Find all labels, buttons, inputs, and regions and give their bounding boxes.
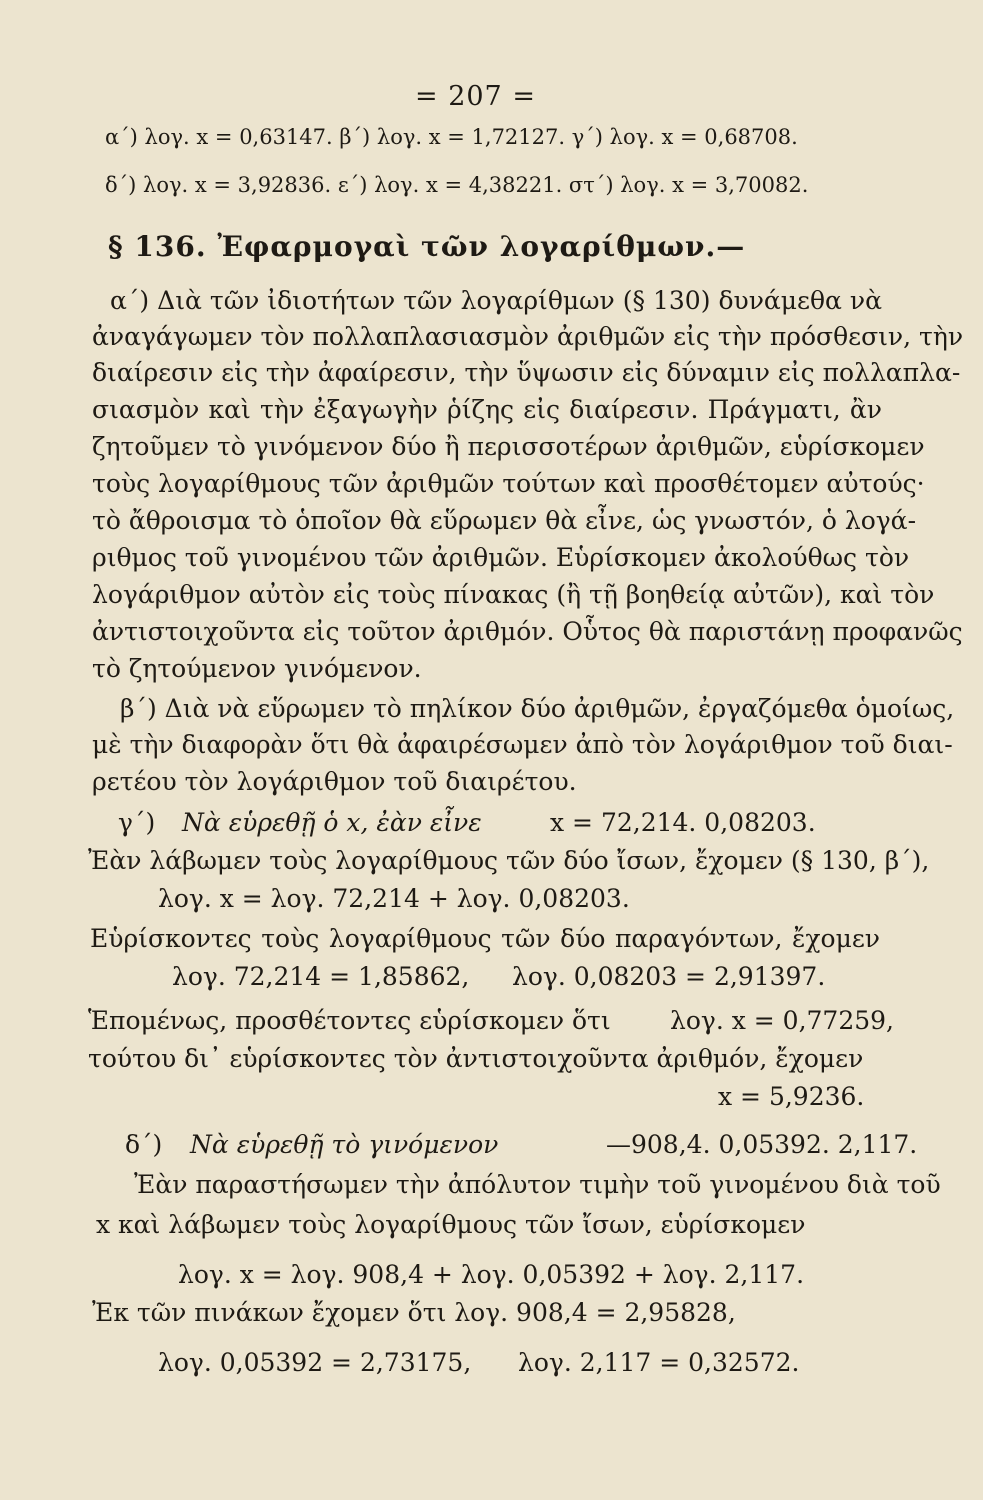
para-b-line: β΄) Διὰ νὰ εὕρωμεν τὸ πηλίκον δύο ἀριθμῶν, ἐργαζόμεθα ὁμοίως, [120, 694, 955, 723]
para-b-line: ρετέου τὸν λογάριθμον τοῦ διαιρέτου. [92, 767, 577, 796]
example-g-equation: λογ. x = λογ. 72,214 + λογ. 0,08203. [158, 884, 630, 913]
example-d-equation: λογ. 2,117 = 0,32572. [518, 1348, 800, 1377]
para-a-line: ριθμος τοῦ γινομένου τῶν ἀριθμῶν. Εὑρίσκομεν ἀκολούθως τὸν [92, 543, 910, 572]
para-a-line: ζητοῦμεν τὸ γινόμενον δύο ἢ περισσοτέρων ἀριθμῶν, εὑρίσκομεν [92, 432, 925, 461]
para-a-line: λογάριθμον αὐτὸν εἰς τοὺς πίνακας (ἢ τῇ βοηθείᾳ αὐτῶν), καὶ τὸν [92, 580, 935, 609]
para-a-line: διαίρεσιν εἰς τὴν ἀφαίρεσιν, τὴν ὕψωσιν εἰς δύναμιν εἰς πολλαπλα- [92, 358, 961, 387]
para-a-line: ἀναγάγωμεν τὸν πολλαπλασιασμὸν ἀριθμῶν εἰς τὴν πρόσθεσιν, τὴν [92, 322, 964, 351]
para-a-line: α΄) Διὰ τῶν ἰδιοτήτων τῶν λογαρίθμων (§ 130) δυνάμεθα νὰ [110, 286, 882, 315]
example-g-label: γ΄) [118, 808, 156, 837]
example-g-line: τούτου δι᾿ εὑρίσκοντες τὸν ἀντιστοιχοῦντα ἀριθμόν, ἔχομεν [88, 1044, 864, 1073]
example-d-line: x καὶ λάβωμεν τοὺς λογαρίθμους τῶν ἴσων, εὑρίσκομεν [96, 1210, 806, 1239]
example-g-equation: λογ. 0,08203 = 2,91397. [512, 962, 826, 991]
example-g-line: Εὑρίσκοντες τοὺς λογαρίθμους τῶν δύο παραγόντων, ἔχομεν [90, 924, 880, 953]
para-b-line: μὲ τὴν διαφορὰν ὅτι θὰ ἀφαιρέσωμεν ἀπὸ τὸν λογάριθμον τοῦ διαι- [92, 730, 953, 759]
para-a-line: σιασμὸν καὶ τὴν ἐξαγωγὴν ῥίζης εἰς διαίρεσιν. Πράγματι, ἂν [92, 395, 882, 424]
example-d-equation: λογ. 0,05392 = 2,73175, [158, 1348, 472, 1377]
results-line-2: δ΄) λογ. x = 3,92836. ε΄) λογ. x = 4,38221. στ΄) λογ. x = 3,70082. [105, 173, 809, 197]
page-number: = 207 = [415, 81, 536, 112]
example-d-given: —908,4. 0,05392. 2,117. [606, 1130, 918, 1159]
para-a-line: τὸ ἄθροισμα τὸ ὁποῖον θὰ εὕρωμεν θὰ εἶνε, ὡς γνωστόν, ὁ λογά- [92, 506, 917, 535]
example-g-heading: Νὰ εὑρεθῇ ὁ x, ἐὰν εἶνε [182, 808, 482, 837]
para-a-line: ἀντιστοιχοῦντα εἰς τοῦτον ἀριθμόν. Οὗτος θὰ παριστάνῃ προφανῶς [92, 617, 963, 646]
example-g-given: x = 72,214. 0,08203. [550, 808, 816, 837]
example-g-equation: x = 5,9236. [718, 1082, 865, 1111]
example-g-line: Ἑπομένως, προσθέτοντες εὑρίσκομεν ὅτι [88, 1006, 611, 1035]
para-a-line: τὸ ζητούμενον γινόμενον. [92, 654, 422, 683]
section-title: § 136. Ἐφαρμογαὶ τῶν λογαρίθμων.— [108, 230, 746, 263]
example-g-equation: λογ. 72,214 = 1,85862, [172, 962, 470, 991]
results-line-1: α΄) λογ. x = 0,63147. β΄) λογ. x = 1,72127. γ΄) λογ. x = 0,68708. [105, 125, 798, 149]
example-g-line: Ἐὰν λάβωμεν τοὺς λογαρίθμους τῶν δύο ἴσων, ἔχομεν (§ 130, β΄), [88, 846, 930, 875]
para-a-line: τοὺς λογαρίθμους τῶν ἀριθμῶν τούτων καὶ προσθέτομεν αὐτούς· [92, 469, 925, 498]
example-d-line: Ἐὰν παραστήσωμεν τὴν ἀπόλυτον τιμὴν τοῦ γινομένου διὰ τοῦ [134, 1170, 941, 1199]
example-d-equation: λογ. x = λογ. 908,4 + λογ. 0,05392 + λογ. 2,117. [178, 1260, 805, 1289]
example-d-heading: Νὰ εὑρεθῇ τὸ γινόμενον [190, 1130, 499, 1159]
example-d-label: δ΄) [125, 1130, 163, 1159]
example-d-line: Ἐκ τῶν πινάκων ἔχομεν ὅτι λογ. 908,4 = 2,95828, [92, 1298, 736, 1327]
example-g-equation: λογ. x = 0,77259, [670, 1006, 894, 1035]
